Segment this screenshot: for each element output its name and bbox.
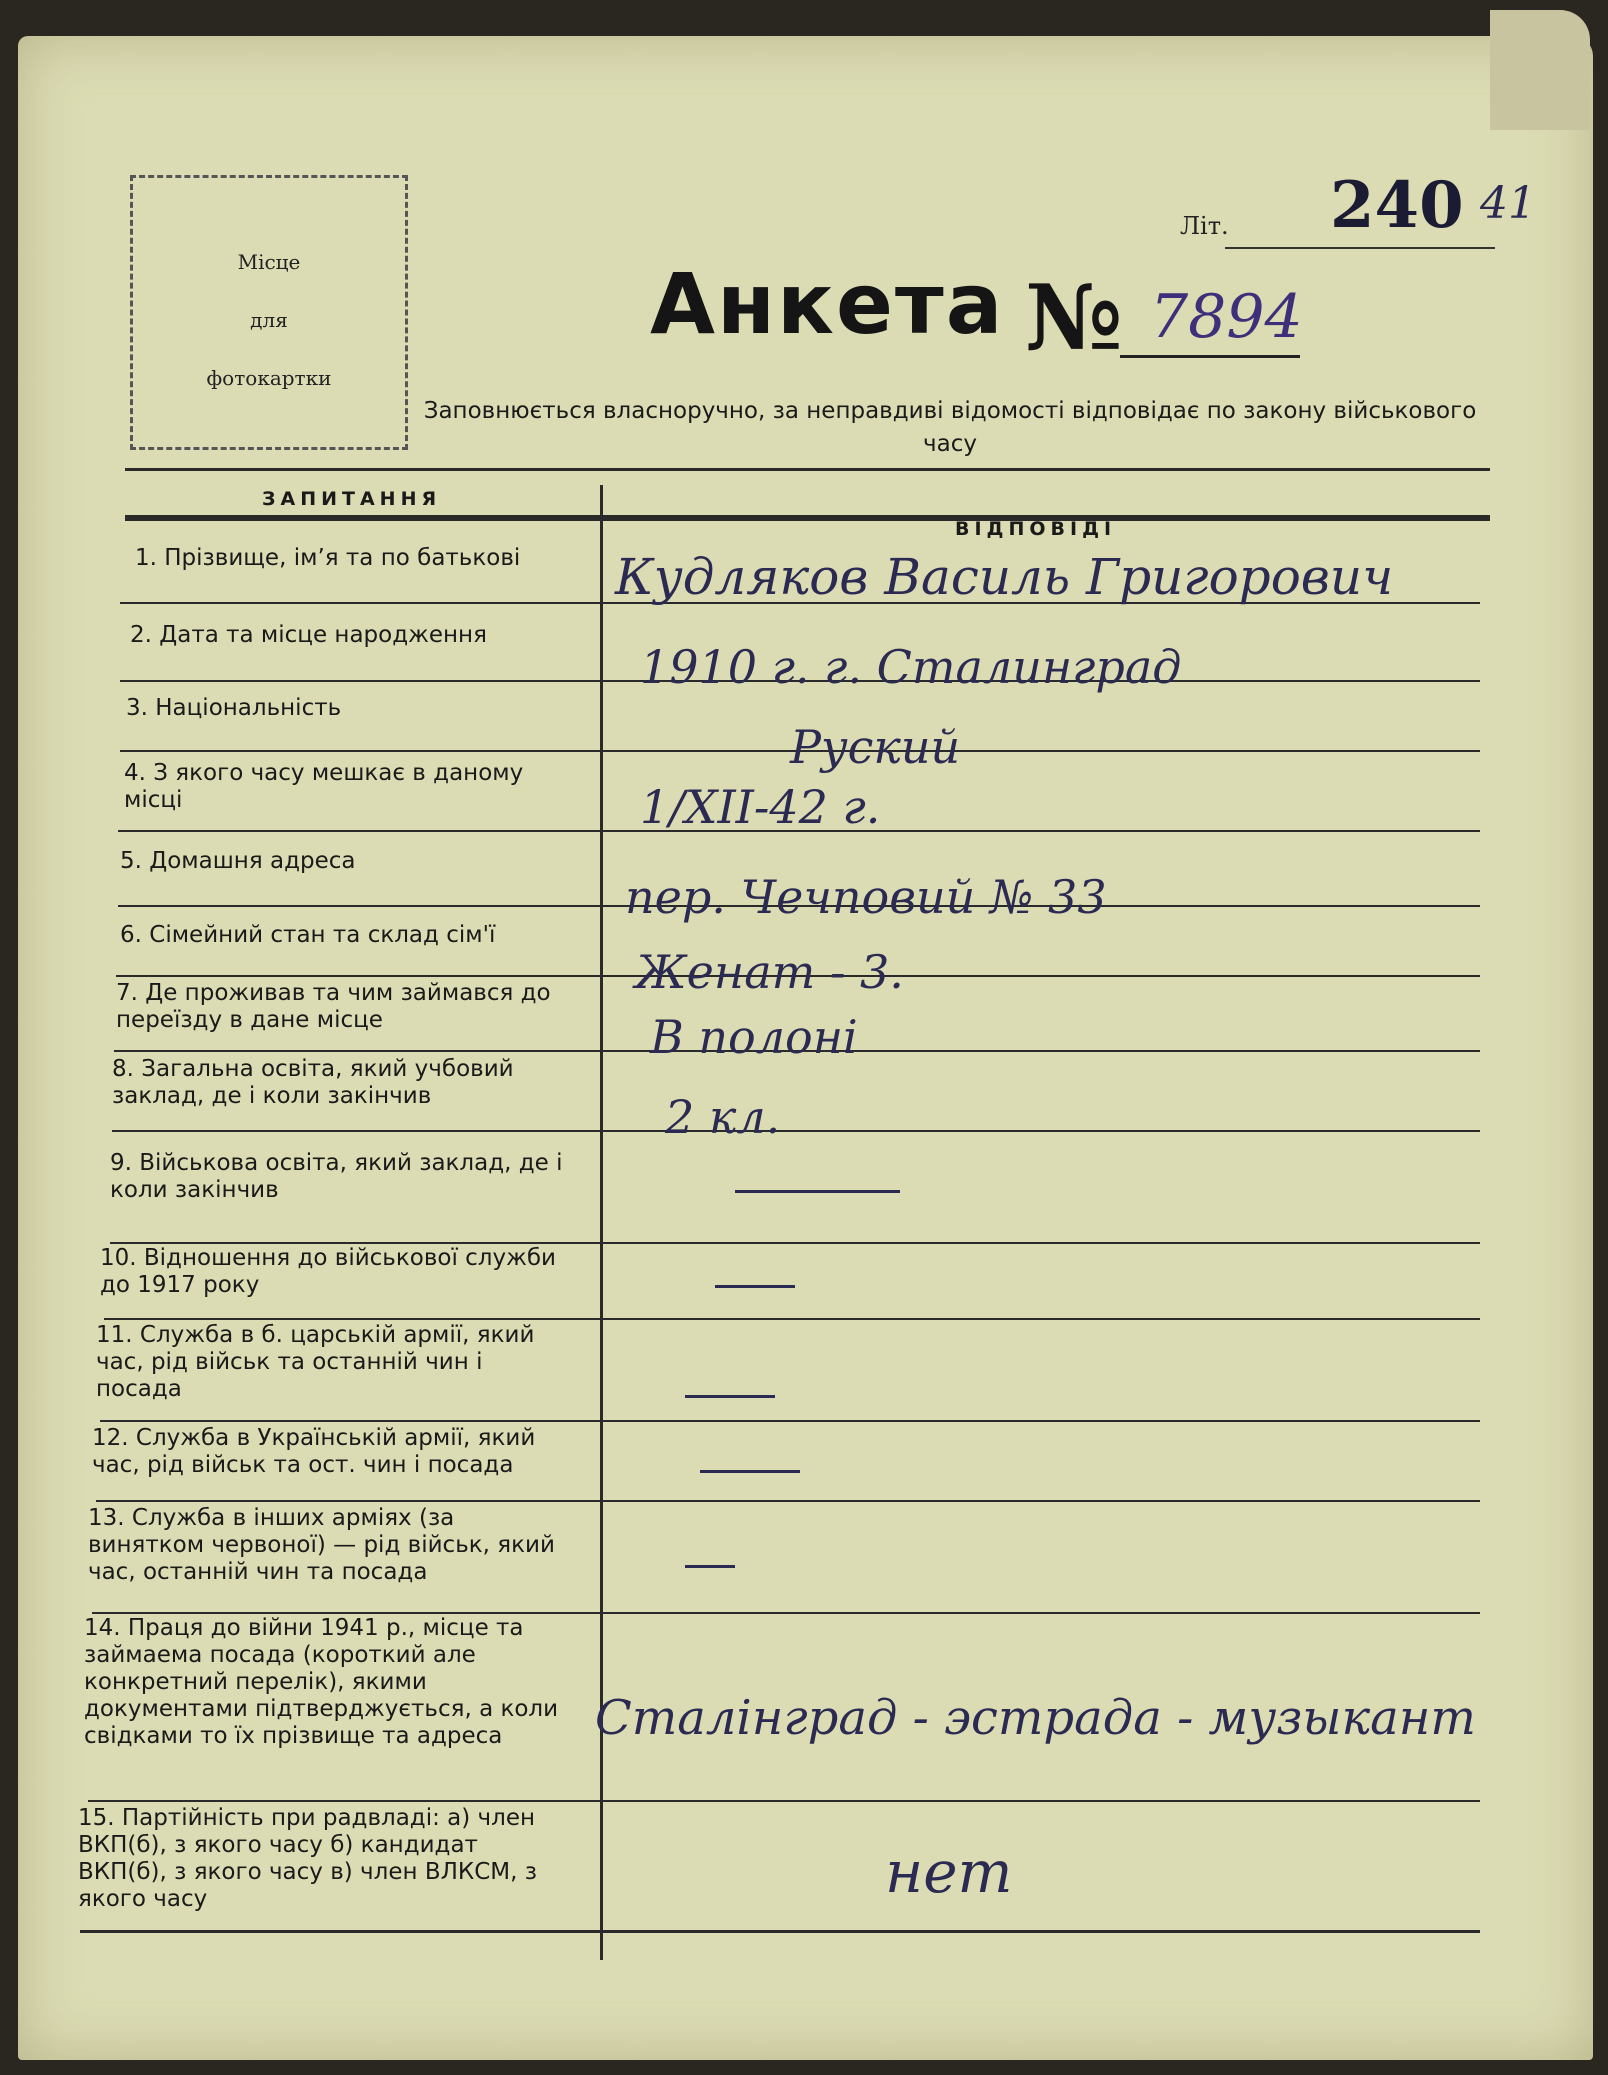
question-15: 15. Партійність при радвладі: а) член ВКП(б), з якого часу б) кандидат ВКП(б), з якого часу в) член ВЛКСМ, з якого часу — [78, 1805, 538, 1912]
question-12: 12. Служба в Українській армії, який час, рід військ та ост. чин і посада — [92, 1425, 536, 1478]
question-11: 11. Служба в б. царській армії, який час, рід військ та останній чин і посада — [96, 1322, 535, 1402]
question-6: 6. Сімейний стан та склад сім'ї — [120, 922, 496, 948]
paper-edge — [1490, 10, 1590, 130]
answer-12-dash — [700, 1470, 800, 1473]
lit-value: 240 — [1330, 168, 1464, 243]
row-rule — [92, 1612, 1480, 1614]
answer-party: нет — [885, 1838, 1013, 1906]
row-rule — [112, 1130, 1480, 1132]
answer-education: 2 кл. — [665, 1090, 781, 1144]
question-2: 2. Дата та місце народження — [130, 622, 487, 648]
answer-previous-residence: В полоні — [650, 1010, 858, 1064]
photo-label-1: Місце — [237, 250, 301, 274]
number-underline — [1120, 355, 1300, 358]
answer-9-dash — [735, 1190, 900, 1193]
answer-10-dash — [715, 1285, 795, 1288]
question-4: 4. З якого часу мешкає в даному місці — [124, 760, 524, 813]
answer-address: пер. Чечповий № 33 — [625, 870, 1107, 924]
form-title: Анкета — [650, 255, 1005, 353]
photo-placeholder — [130, 175, 408, 450]
row-rule — [96, 1500, 1480, 1502]
form-subtitle: Заповнюється власноручно, за неправдиві відомості відповідає по закону військового часу — [423, 398, 1477, 457]
answer-prewar-work: Сталінград - эстрада - музыкант — [595, 1690, 1476, 1746]
row-rule — [100, 1420, 1480, 1422]
row-rule — [104, 1318, 1480, 1320]
answer-birth: 1910 г. г. Сталинград — [640, 640, 1182, 694]
answer-resident-since: 1/XII-42 г. — [640, 780, 881, 834]
lit-underline — [1225, 247, 1495, 249]
answer-11-dash — [685, 1395, 775, 1398]
question-7: 7. Де проживав та чим займався до переїзду в дане місце — [116, 980, 551, 1033]
answer-family: Женат - 3. — [635, 945, 904, 999]
answer-name: Кудляков Василь Григорович — [615, 548, 1394, 606]
question-8: 8. Загальна освіта, який учбовий заклад, де і коли закінчив — [112, 1056, 514, 1109]
table-header-rule — [125, 515, 1490, 521]
question-13: 13. Служба в інших арміях (за винятком червоної) — рід військ, який час, останній чин та посада — [88, 1505, 555, 1585]
answer-nationality: Руский — [790, 720, 961, 774]
lit-label: Літ. — [1180, 212, 1229, 240]
question-14: 14. Праця до війни 1941 р., місце та займаема посада (короткий але конкретний перелік), якими документами підтверджується, а коли свідками то їх прізвище та адреса — [84, 1615, 559, 1749]
question-10: 10. Відношення до військової служби до 1917 року — [100, 1245, 556, 1298]
lit-side-mark: 41 — [1480, 178, 1536, 229]
question-1: 1. Прізвище, ім’я та по батькові — [135, 545, 521, 571]
question-3: 3. Національність — [126, 695, 342, 721]
header-answers: ВІДПОВІДІ — [955, 518, 1117, 540]
answer-13-dash — [685, 1565, 735, 1568]
row-rule — [88, 1800, 1480, 1802]
number-sign: № — [1025, 265, 1123, 371]
table-top-rule — [125, 468, 1490, 471]
question-9: 9. Військова освіта, який заклад, де і коли закінчив — [110, 1150, 563, 1203]
photo-label-3: фотокартки — [206, 366, 332, 390]
table-bottom-rule — [80, 1930, 1480, 1933]
photo-label-2: для — [250, 308, 288, 332]
question-5: 5. Домашня адреса — [120, 848, 356, 874]
form-number: 7894 — [1150, 282, 1303, 352]
row-rule — [110, 1242, 1480, 1244]
header-questions: ЗАПИТАННЯ — [262, 488, 442, 510]
